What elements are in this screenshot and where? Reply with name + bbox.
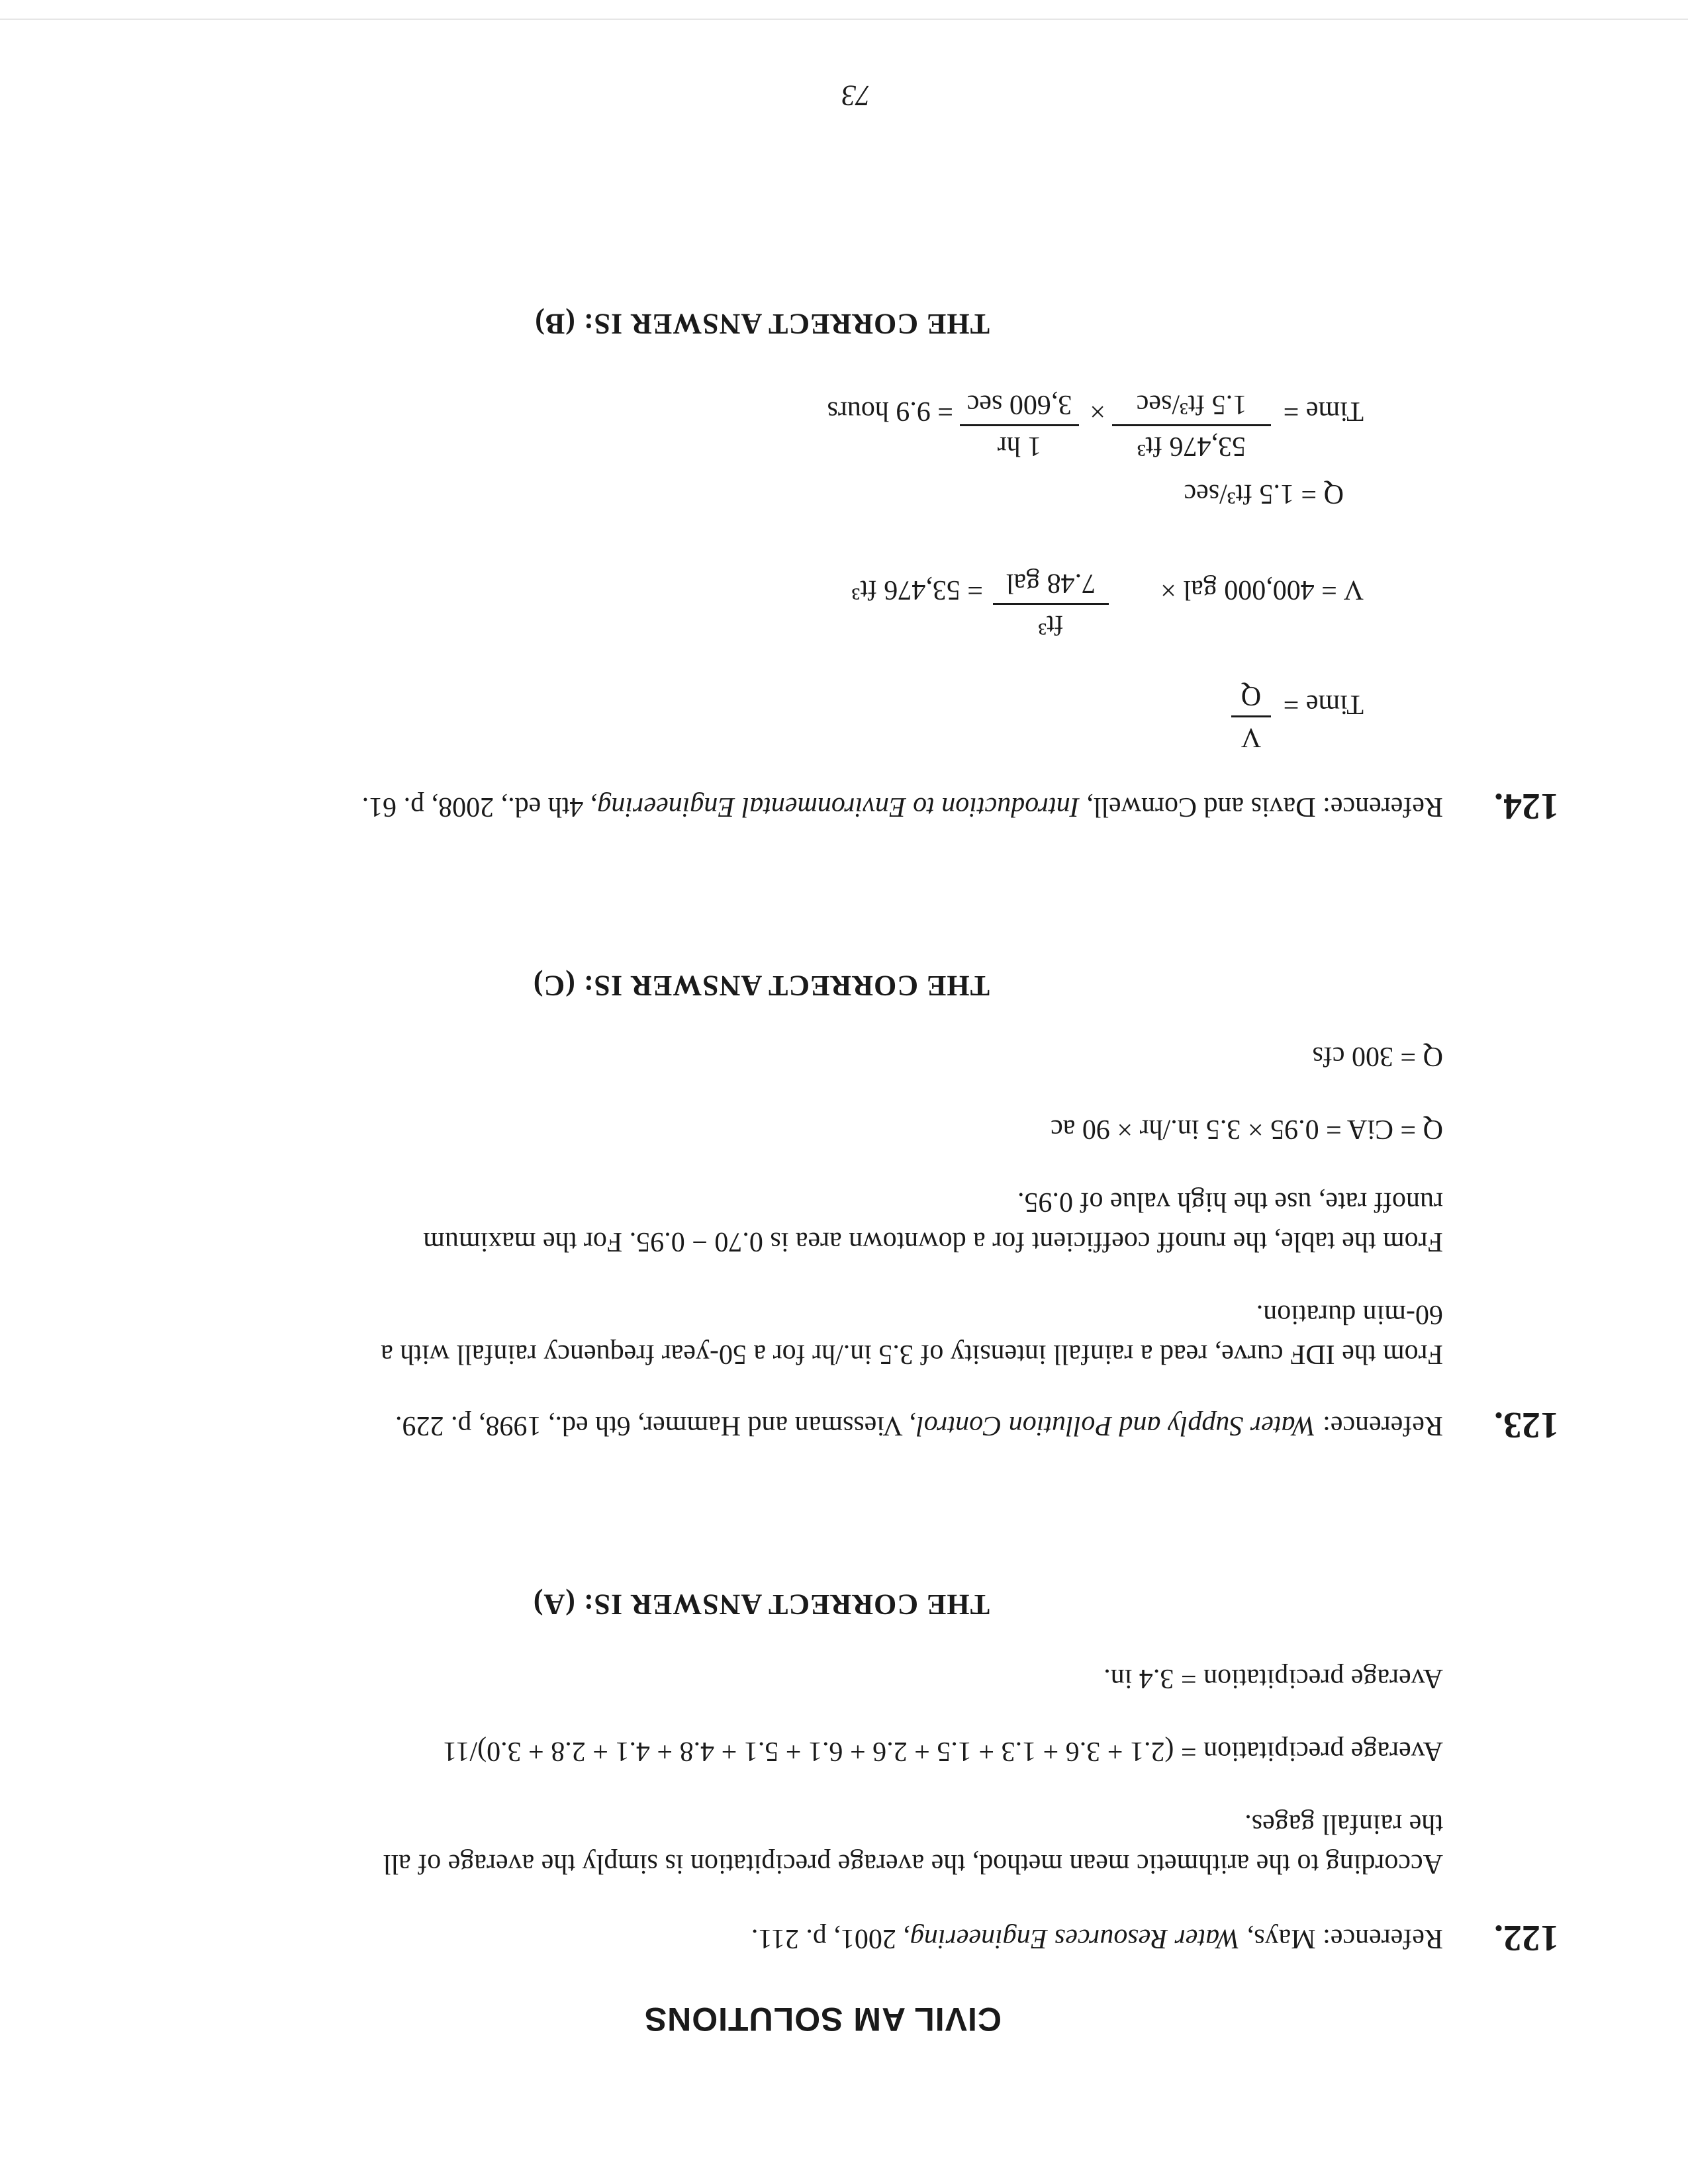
- equation-122-1: Average precipitation = (2.1 + 3.6 + 1.3 + 1.5 + 2.6 + 6.1 + 5.1 + 4.8 + 4.1 + 2.8 + 3.0)/11: [442, 1736, 1443, 1766]
- equation-124-time-calc-label: Time =: [1283, 396, 1364, 426]
- reference-123-suffix: , Viessman and Hammer, 6th ed., 1998, p. 229.: [395, 1410, 917, 1441]
- reference-122: [751, 1919, 1443, 1958]
- fraction-bar: [1112, 424, 1271, 426]
- equation-123-1: Q = CiA = 0.95 × 3.5 in./hr × 90 ac: [1051, 1114, 1443, 1144]
- fraction-denominator: 3,600 sec: [966, 389, 1072, 420]
- paragraph-123-2-line1: From the table, the runoff coefficient for a downtown area is 0.70 − 0.95. For the maximum: [423, 1226, 1443, 1257]
- fraction-bar: [993, 603, 1109, 605]
- paragraph-122-line1: According to the arithmetic mean method, the average precipitation is simply the average of all: [383, 1848, 1443, 1879]
- fraction-numerator: 1 hr: [997, 431, 1042, 461]
- equation-124-time-label: Time =: [1283, 689, 1364, 719]
- equation-124-volume-lhs: V = 400,000 gal ×: [1160, 574, 1364, 605]
- paragraph-123-1-line1: From the IDF curve, read a rainfall intensity of 3.5 in./hr for a 50-year frequency rainfall with a: [381, 1339, 1443, 1369]
- multiply-sign: ×: [1090, 396, 1105, 426]
- answer-124: THE CORRECT ANSWER IS: (B): [534, 308, 990, 340]
- reference-122-suffix: , 2001, p. 211.: [751, 1923, 910, 1954]
- fraction-hour-conversion: [960, 387, 1079, 463]
- equation-123-2: Q = 300 cfs: [1312, 1041, 1443, 1071]
- reference-123-prefix: Reference:: [1315, 1410, 1443, 1441]
- question-number-122: 122.: [1494, 1917, 1559, 1958]
- equation-124-time-rhs: = 9.9 hours: [827, 396, 953, 426]
- scan-edge: [0, 19, 1688, 20]
- reference-122-title: Water Resources Engineering: [910, 1923, 1241, 1954]
- fraction-bar: [1231, 715, 1271, 717]
- fraction-bar: [960, 424, 1079, 426]
- equation-124-flow: Q = 1.5 ft³/sec: [1184, 478, 1344, 509]
- fraction-numerator: V: [1241, 722, 1262, 752]
- reference-124-prefix: Reference: Davis and Cornwell,: [1079, 792, 1443, 822]
- reference-124-title: Introduction to Environmental Engineering: [597, 792, 1080, 822]
- answer-123: THE CORRECT ANSWER IS: (C): [532, 970, 990, 1002]
- equation-122-2: Average precipitation = 3.4 in.: [1103, 1663, 1443, 1694]
- fraction-volume-conversion: [993, 566, 1109, 642]
- fraction-v-over-q: [1231, 678, 1271, 754]
- page-title: CIVIL AM SOLUTIONS: [643, 2001, 1002, 2038]
- fraction-numerator: 53,476 ft³: [1137, 431, 1246, 461]
- equation-124-volume-rhs: = 53,476 ft³: [851, 574, 983, 605]
- paragraph-123-1-line2: 60-min duration.: [1256, 1299, 1443, 1330]
- reference-124: [362, 788, 1443, 826]
- paragraph-122-line2: the rainfall gages.: [1244, 1809, 1443, 1839]
- reference-122-prefix: Reference: Mays,: [1240, 1923, 1443, 1954]
- answer-122: THE CORRECT ANSWER IS: (A): [532, 1588, 990, 1621]
- paragraph-123-2-line2: runoff rate, use the high value of 0.95.: [1017, 1187, 1443, 1217]
- fraction-volume-over-flow: [1112, 387, 1271, 463]
- fraction-denominator: Q: [1241, 680, 1262, 711]
- fraction-denominator: 7.48 gal: [1006, 568, 1096, 598]
- page-number: 73: [841, 79, 870, 112]
- reference-124-suffix: , 4th ed., 2008, p. 61.: [361, 792, 598, 822]
- question-number-124: 124.: [1494, 786, 1559, 827]
- fraction-denominator: 1.5 ft³/sec: [1136, 389, 1247, 420]
- question-number-123: 123.: [1494, 1404, 1559, 1445]
- reference-123-title: Water Supply and Pollution Control: [916, 1410, 1316, 1441]
- fraction-numerator: ft³: [1038, 610, 1064, 640]
- reference-123: [395, 1406, 1443, 1445]
